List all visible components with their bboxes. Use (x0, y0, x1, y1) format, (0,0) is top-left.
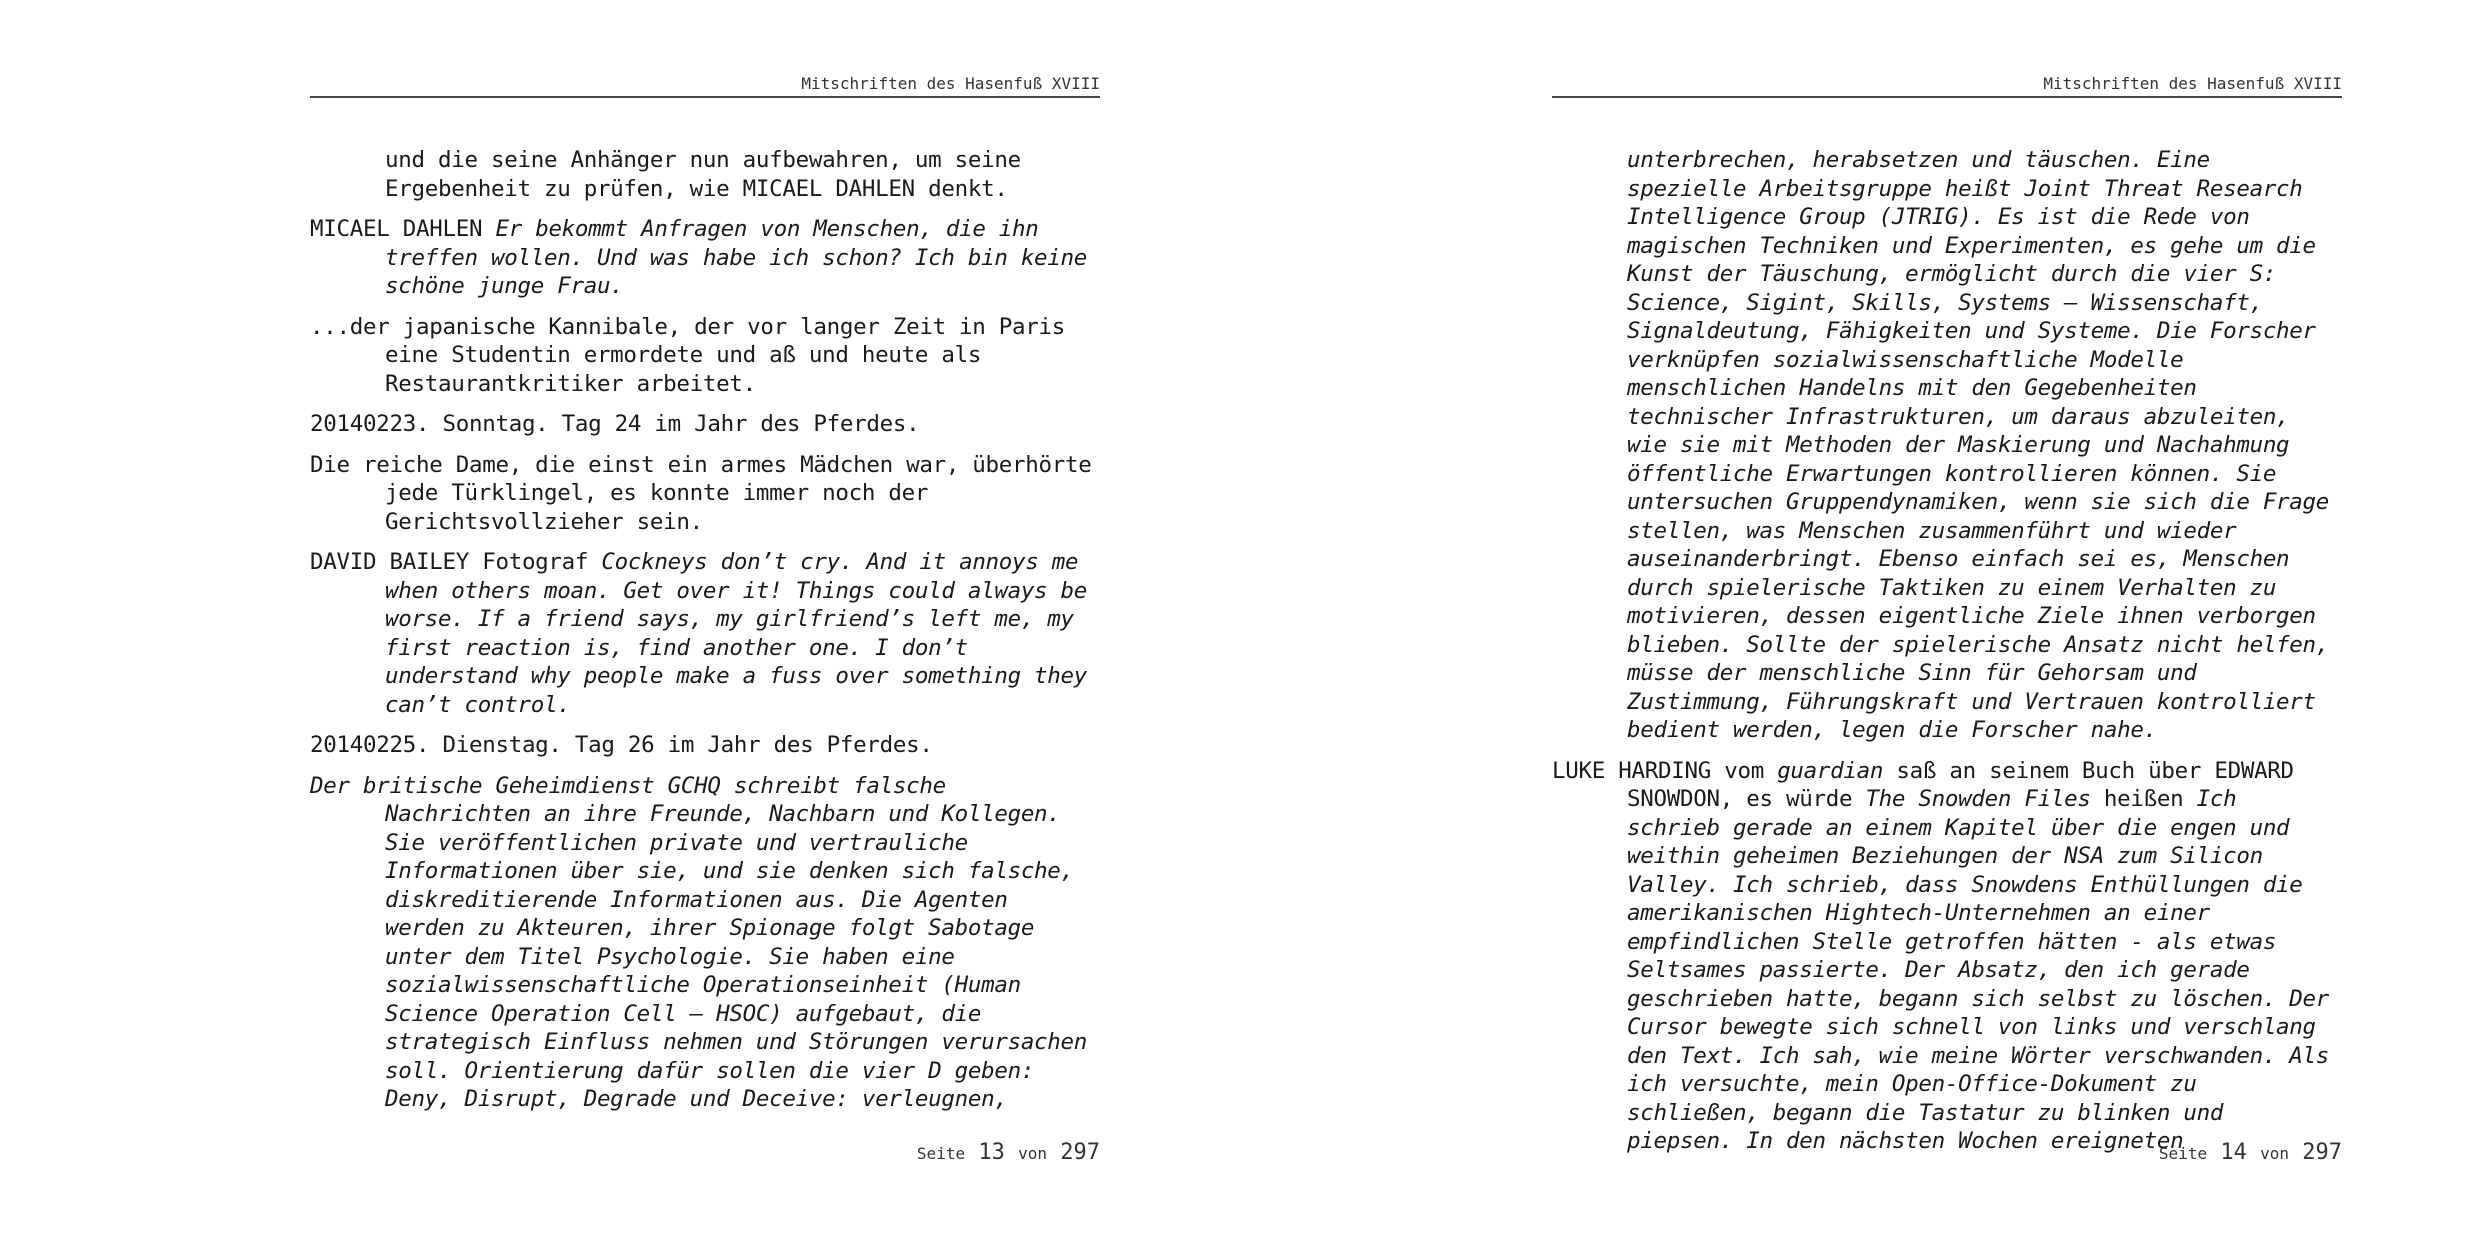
total-pages: 297 (1060, 1140, 1100, 1165)
quote-text: Der britische Geheimdienst GCHQ schreibt falsche Nachrichten an ihre Freunde, Nachbarn und Kollegen. Sie veröffentlichen private und vertrauliche Informationen über sie, und sie denken sich falsche, diskreditierende Informationen aus. Die Agenten werden zu Akteuren, ihrer Spionage folgt Sabotage unter dem Titel Psychologie. Sie haben eine sozialwissenschaftliche Operationseinheit (Human Science Operation Cell – HSOC) aufgebaut, die strategisch Einfluss nehmen und Störungen verursachen soll. Orientierung dafür sollen die vier D geben: Deny, Disrupt, Degrade und Deceive: verleugnen, (310, 772, 1088, 1112)
running-header: Mitschriften des Hasenfuß XVIII (801, 74, 1100, 93)
running-header: Mitschriften des Hasenfuß XVIII (2043, 74, 2342, 93)
date-text: 20140225. Dienstag. Tag 26 im Jahr des Pferdes. (310, 732, 933, 758)
paragraph-text: ...der japanische Kannibale, der vor langer Zeit in Paris eine Studentin ermordete und aß und heute als Restaurantkritiker arbeitet. (310, 313, 1066, 397)
page-footer (917, 1140, 1100, 1165)
paragraph-text: und die seine Anhänger nun aufbewahren, um seine Ergebenheit zu prüfen, wie MICAEL DAHLEN denkt. (385, 147, 1021, 202)
footer-of: von (2260, 1144, 2289, 1163)
speaker-name: DAVID BAILEY Fotograf (310, 549, 602, 575)
page-number: 13 (978, 1140, 1005, 1165)
paragraph (310, 313, 1100, 399)
quote-text: Ich schrieb gerade an einem Kapitel über die engen und weithin geheimen Beziehungen der NSA zum Silicon Valley. Ich schrieb, dass Snowdens Enthüllungen die amerikanischen Hightech-Unternehmen an einer empfindlichen Stelle getroffen hätten - als etwas Seltsames passierte. Der Absatz, den ich gerade geschrieben hatte, begann sich selbst zu löschen. Der Cursor bewegte sich schnell von links und verschlang den Text. Ich sah, wie meine Wörter verschwanden. Als ich versuchte, mein Open-Office-Dokument zu schließen, begann die Tastatur zu blinken und piepsen. In den nächsten Wochen ereigneten (1627, 786, 2330, 1154)
page-footer (2159, 1140, 2342, 1165)
paragraph-text: saß an seinem Buch über EDWARD SNOWDON, es würde (1627, 757, 2294, 812)
paragraph (310, 215, 1100, 301)
header-rule (1552, 96, 2342, 98)
page-body (1552, 146, 2342, 1168)
date-text: 20140223. Sonntag. Tag 24 im Jahr des Pferdes. (310, 411, 920, 437)
paragraph (310, 451, 1100, 537)
quote-text: Cockneys don’t cry. And it annoys me when others moan. Get over it! Things could always be worse. If a friend says, my girlfriend’s left me, my first reaction is, find another one. I don’t understand why people make a fuss over something they can’t control. (385, 549, 1088, 718)
page-number: 14 (2220, 1140, 2247, 1165)
paragraph (310, 548, 1100, 719)
footer-label: Seite (916, 1144, 966, 1163)
header-rule (310, 96, 1100, 98)
paragraph-text: Die reiche Dame, die einst ein armes Mädchen war, überhörte jede Türklingel, es konnte immer noch der Gerichtsvollzieher sein. (310, 451, 1092, 535)
quote-text: unterbrechen, herabsetzen und täuschen. Eine spezielle Arbeitsgruppe heißt Joint Threat Research Intelligence Group (JTRIG). Es ist die Rede von magischen Techniken und Experimenten, es gehe um die Kunst der Täuschung, ermöglicht durch die vier S: Science, Sigint, Skills, Systems – Wissenschaft, Signaldeutung, Fähigkeiten und Systeme. Die Forscher verknüpfen sozialwissenschaftliche Modelle menschlichen Handelns mit den Gegebenheiten technischer Infrastrukturen, um daraus abzuleiten, wie sie mit Methoden der Maskierung und Nachahmung öffentliche Erwartungen kontrollieren können. Sie untersuchen Gruppendynamiken, wenn sie sich die Frage stellen, was Menschen zusammenführt und wieder auseinanderbringt. Ebenso einfach sei es, Menschen durch spielerische Taktiken zu einem Verhalten zu motivieren, dessen eigentliche Ziele ihnen verborgen blieben. Sollte der spielerische Ansatz nicht helfen, müsse der menschliche Sinn für Gehorsam und Zustimmung, Führungskraft und Vertrauen kontrolliert bedient werden, legen die Forscher nahe. (1627, 147, 2330, 743)
book-title: The Snowden Files (1865, 786, 2091, 812)
left-page (310, 0, 1100, 1240)
page-body (310, 146, 1100, 1126)
date-entry (310, 410, 1100, 439)
paragraph (310, 146, 1100, 203)
paragraph-text: heißen (2090, 786, 2197, 812)
paragraph (1552, 757, 2342, 1156)
footer-label: Seite (2158, 1144, 2208, 1163)
footer-of: von (1018, 1144, 1047, 1163)
quote-text: Er bekommt Anfragen von Menschen, die ihn treffen wollen. Und was habe ich schon? Ich bin keine schöne junge Frau. (385, 216, 1088, 299)
total-pages: 297 (2302, 1140, 2342, 1165)
speaker-name: MICAEL DAHLEN (310, 216, 496, 242)
right-page (1552, 0, 2342, 1240)
paragraph (1552, 146, 2342, 745)
speaker-name: LUKE HARDING vom (1552, 757, 1778, 784)
date-entry (310, 731, 1100, 760)
paragraph (310, 772, 1100, 1114)
publication-name: guardian (1777, 757, 1884, 784)
